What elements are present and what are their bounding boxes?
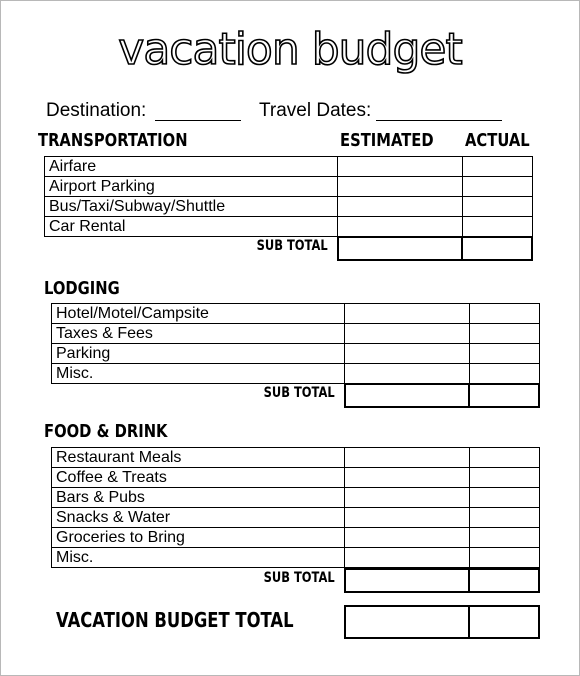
actual-cell[interactable] bbox=[470, 488, 540, 508]
transportation-subtotal-box bbox=[337, 236, 533, 261]
row-label: Misc. bbox=[52, 364, 345, 384]
estimated-cell[interactable] bbox=[345, 304, 470, 324]
actual-cell[interactable] bbox=[463, 177, 533, 197]
transportation-subtotal-actual[interactable] bbox=[463, 236, 533, 261]
table-row bbox=[52, 448, 540, 468]
estimated-column-header: ESTIMATED bbox=[340, 130, 434, 151]
grand-total-estimated[interactable] bbox=[344, 605, 470, 639]
grand-total-actual[interactable] bbox=[470, 605, 540, 639]
estimated-cell[interactable] bbox=[338, 197, 463, 217]
grand-total-box bbox=[344, 605, 540, 639]
transportation-subtotal-label: SUB TOTAL bbox=[256, 238, 328, 254]
row-label: Restaurant Meals bbox=[52, 448, 345, 468]
table-row bbox=[52, 304, 540, 324]
row-label: Parking bbox=[52, 344, 345, 364]
transportation-table bbox=[44, 156, 533, 237]
actual-cell[interactable] bbox=[470, 548, 540, 568]
actual-cell[interactable] bbox=[463, 217, 533, 237]
lodging-heading: LODGING bbox=[44, 278, 120, 299]
table-row bbox=[52, 468, 540, 488]
table-row bbox=[52, 548, 540, 568]
table-row bbox=[52, 364, 540, 384]
actual-cell[interactable] bbox=[470, 364, 540, 384]
actual-cell[interactable] bbox=[470, 448, 540, 468]
table-row bbox=[45, 217, 533, 237]
actual-cell[interactable] bbox=[470, 508, 540, 528]
estimated-cell[interactable] bbox=[345, 468, 470, 488]
table-row bbox=[52, 324, 540, 344]
row-label: Airport Parking bbox=[45, 177, 338, 197]
table-row bbox=[52, 488, 540, 508]
destination-label: Destination: bbox=[46, 100, 147, 121]
row-label: Bars & Pubs bbox=[52, 488, 345, 508]
estimated-cell[interactable] bbox=[345, 324, 470, 344]
estimated-cell[interactable] bbox=[345, 488, 470, 508]
lodging-subtotal-estimated[interactable] bbox=[344, 383, 470, 408]
food-drink-subtotal-box bbox=[344, 568, 540, 593]
food-drink-subtotal-actual[interactable] bbox=[470, 568, 540, 593]
transportation-subtotal-estimated[interactable] bbox=[337, 236, 463, 261]
row-label: Snacks & Water bbox=[52, 508, 345, 528]
row-label: Coffee & Treats bbox=[52, 468, 345, 488]
lodging-subtotal-actual[interactable] bbox=[470, 383, 540, 408]
estimated-cell[interactable] bbox=[345, 528, 470, 548]
food-drink-table bbox=[51, 447, 540, 568]
actual-cell[interactable] bbox=[470, 344, 540, 364]
table-row bbox=[45, 157, 533, 177]
row-label: Misc. bbox=[52, 548, 345, 568]
row-label: Bus/Taxi/Subway/Shuttle bbox=[45, 197, 338, 217]
actual-cell[interactable] bbox=[463, 197, 533, 217]
table-row bbox=[52, 508, 540, 528]
food-drink-subtotal-estimated[interactable] bbox=[344, 568, 470, 593]
destination-field[interactable] bbox=[155, 120, 241, 121]
estimated-cell[interactable] bbox=[338, 217, 463, 237]
row-label: Airfare bbox=[45, 157, 338, 177]
estimated-cell[interactable] bbox=[345, 344, 470, 364]
table-row bbox=[45, 177, 533, 197]
food-drink-subtotal-label: SUB TOTAL bbox=[263, 570, 335, 586]
vacation-budget-total-label: VACATION BUDGET TOTAL bbox=[56, 608, 294, 632]
estimated-cell[interactable] bbox=[345, 548, 470, 568]
table-row bbox=[45, 197, 533, 217]
actual-cell[interactable] bbox=[470, 304, 540, 324]
page-title: vacation budget bbox=[118, 24, 462, 75]
row-label: Hotel/Motel/Campsite bbox=[52, 304, 345, 324]
row-label: Groceries to Bring bbox=[52, 528, 345, 548]
row-label: Taxes & Fees bbox=[52, 324, 345, 344]
row-label: Car Rental bbox=[45, 217, 338, 237]
actual-cell[interactable] bbox=[470, 468, 540, 488]
actual-cell[interactable] bbox=[470, 528, 540, 548]
actual-cell[interactable] bbox=[463, 157, 533, 177]
table-row bbox=[52, 528, 540, 548]
estimated-cell[interactable] bbox=[338, 177, 463, 197]
estimated-cell[interactable] bbox=[345, 364, 470, 384]
table-row bbox=[52, 344, 540, 364]
transportation-heading: TRANSPORTATION bbox=[38, 130, 188, 151]
travel-dates-label: Travel Dates: bbox=[259, 100, 372, 121]
estimated-cell[interactable] bbox=[338, 157, 463, 177]
food-drink-heading: FOOD & DRINK bbox=[44, 421, 168, 442]
travel-dates-field[interactable] bbox=[376, 120, 502, 121]
lodging-subtotal-label: SUB TOTAL bbox=[263, 385, 335, 401]
estimated-cell[interactable] bbox=[345, 508, 470, 528]
actual-cell[interactable] bbox=[470, 324, 540, 344]
lodging-subtotal-box bbox=[344, 383, 540, 408]
actual-column-header: ACTUAL bbox=[465, 130, 530, 151]
lodging-table bbox=[51, 303, 540, 384]
estimated-cell[interactable] bbox=[345, 448, 470, 468]
